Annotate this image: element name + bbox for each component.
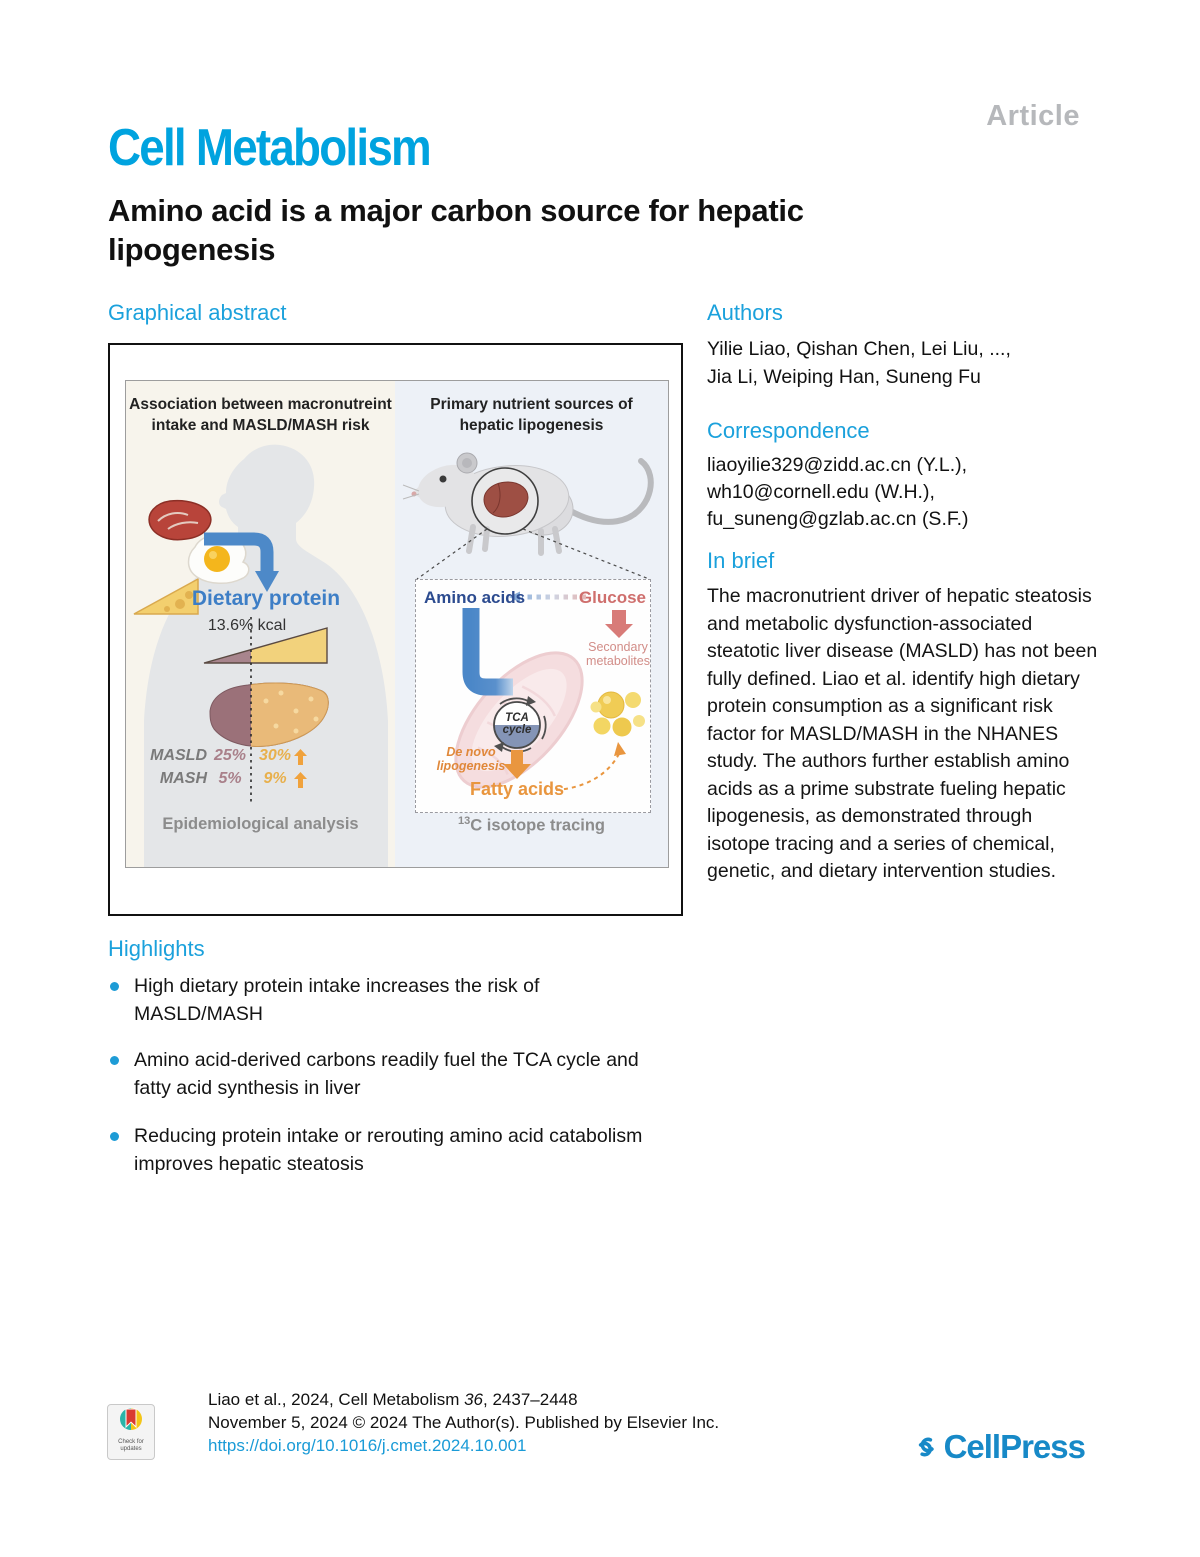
highlight-item: Reducing protein intake or rerouting amino acid catabolism improves hepatic steatosis	[108, 1122, 668, 1178]
kcal-label: 13.6% kcal	[207, 617, 287, 634]
authors-names: Yilie Liao, Qishan Chen, Lei Liu, ..., Jia Li, Weiping Han, Suneng Fu	[707, 338, 1011, 388]
doi-line	[208, 1434, 527, 1457]
in-brief-heading: In brief	[707, 548, 775, 573]
de-novo-lipogenesis-label: De novo lipogenesis	[436, 745, 506, 773]
paper-title: Amino acid is a major carbon source for hepatic lipogenesis	[108, 193, 804, 267]
right-panel-caption: $^{13}$C isotope tracing	[457, 815, 605, 835]
check-for-updates-badge[interactable]	[107, 1404, 155, 1460]
mouse-tail	[567, 461, 651, 522]
graphical-abstract	[108, 343, 683, 916]
secondary-metabolites-label: Secondary metabolites	[586, 640, 650, 669]
dietary-protein-label: Dietary protein	[191, 587, 341, 610]
right-panel-title: Primary nutrient sources of hepatic lipogenesis	[430, 396, 633, 434]
tca-cycle-label: TCA cycle	[502, 712, 532, 737]
steak-icon	[149, 501, 211, 540]
citation-line: Liao et al., 2024, Cell Metabolism 36, 2437–2448	[208, 1390, 578, 1409]
in-brief-text: The macronutrient driver of hepatic steatosis and metabolic dysfunction-associated steatotic liver disease (MASLD) has not been fully defined. Liao et al. identify high dietary protein consumption as a significant risk factor for MASLD/MASH in the NHANES study. The authors further establish amino acids as a prime substrate fueling hepatic lipogenesis, as demonstrated through isotope tracing and a series of chemical, genetic, and dietary intervention studies.	[707, 585, 1098, 882]
authors-heading: Authors	[707, 300, 783, 325]
publication-date-line: November 5, 2024 © 2024 The Author(s). Published by Elsevier Inc.	[208, 1413, 720, 1432]
article-type-label: Article	[986, 100, 1080, 132]
ga-right-panel	[395, 380, 669, 868]
ga-left-panel	[125, 380, 396, 868]
glucose-down-arrow	[605, 610, 633, 638]
metabolism-zoom-box	[415, 579, 651, 813]
cellpress-icon	[915, 1427, 938, 1467]
zoom-dashed-lines	[417, 529, 649, 579]
correspondence-emails	[707, 452, 1107, 533]
left-panel-caption: Epidemiological analysis	[162, 815, 359, 833]
journal-logo: Cell Metabolism	[108, 119, 430, 177]
risk-stats	[126, 747, 396, 793]
check-for-updates-text: Check for updates	[118, 1439, 144, 1452]
lipid-droplets-icon	[591, 692, 646, 737]
magnifier-circle	[472, 468, 538, 534]
cellpress-wordmark: CellPress	[943, 1428, 1085, 1465]
highlight-item: High dietary protein intake increases the risk of MASLD/MASH	[108, 972, 668, 1028]
stat-row-masld: MASLD 25% 30%	[126, 747, 396, 770]
email-3: fu_suneng@gzlab.ac.cn (S.F.)	[707, 508, 969, 530]
check-for-updates-icon	[109, 1405, 153, 1433]
email-2: wh10@cornell.edu (W.H.),	[707, 481, 935, 503]
cellpress-logo	[915, 1422, 1085, 1472]
highlight-item: Amino acid-derived carbons readily fuel the TCA cycle and fatty acid synthesis in liver	[108, 1046, 668, 1102]
up-arrow-icon	[294, 772, 307, 788]
glucose-label: Glucose	[578, 588, 646, 607]
graphical-abstract-heading: Graphical abstract	[108, 300, 287, 325]
correspondence-heading: Correspondence	[707, 418, 870, 443]
fatty-acids-label: Fatty acids	[469, 779, 565, 799]
bullet-icon	[110, 1132, 119, 1141]
email-1: liaoyilie329@zidd.ac.cn (Y.L.),	[707, 454, 968, 476]
up-arrow-icon	[294, 749, 307, 765]
highlights-heading: Highlights	[108, 936, 205, 961]
bullet-icon	[110, 982, 119, 991]
amino-acids-label: Amino acids	[424, 588, 526, 607]
stat-row-mash: MASH 5% 9%	[126, 770, 396, 793]
doi-link[interactable]: https://doi.org/10.1016/j.cmet.2024.10.001	[208, 1436, 527, 1455]
left-panel-title: Association between macronutreint intake and MASLD/MASH risk	[129, 396, 392, 434]
bullet-icon	[110, 1056, 119, 1065]
